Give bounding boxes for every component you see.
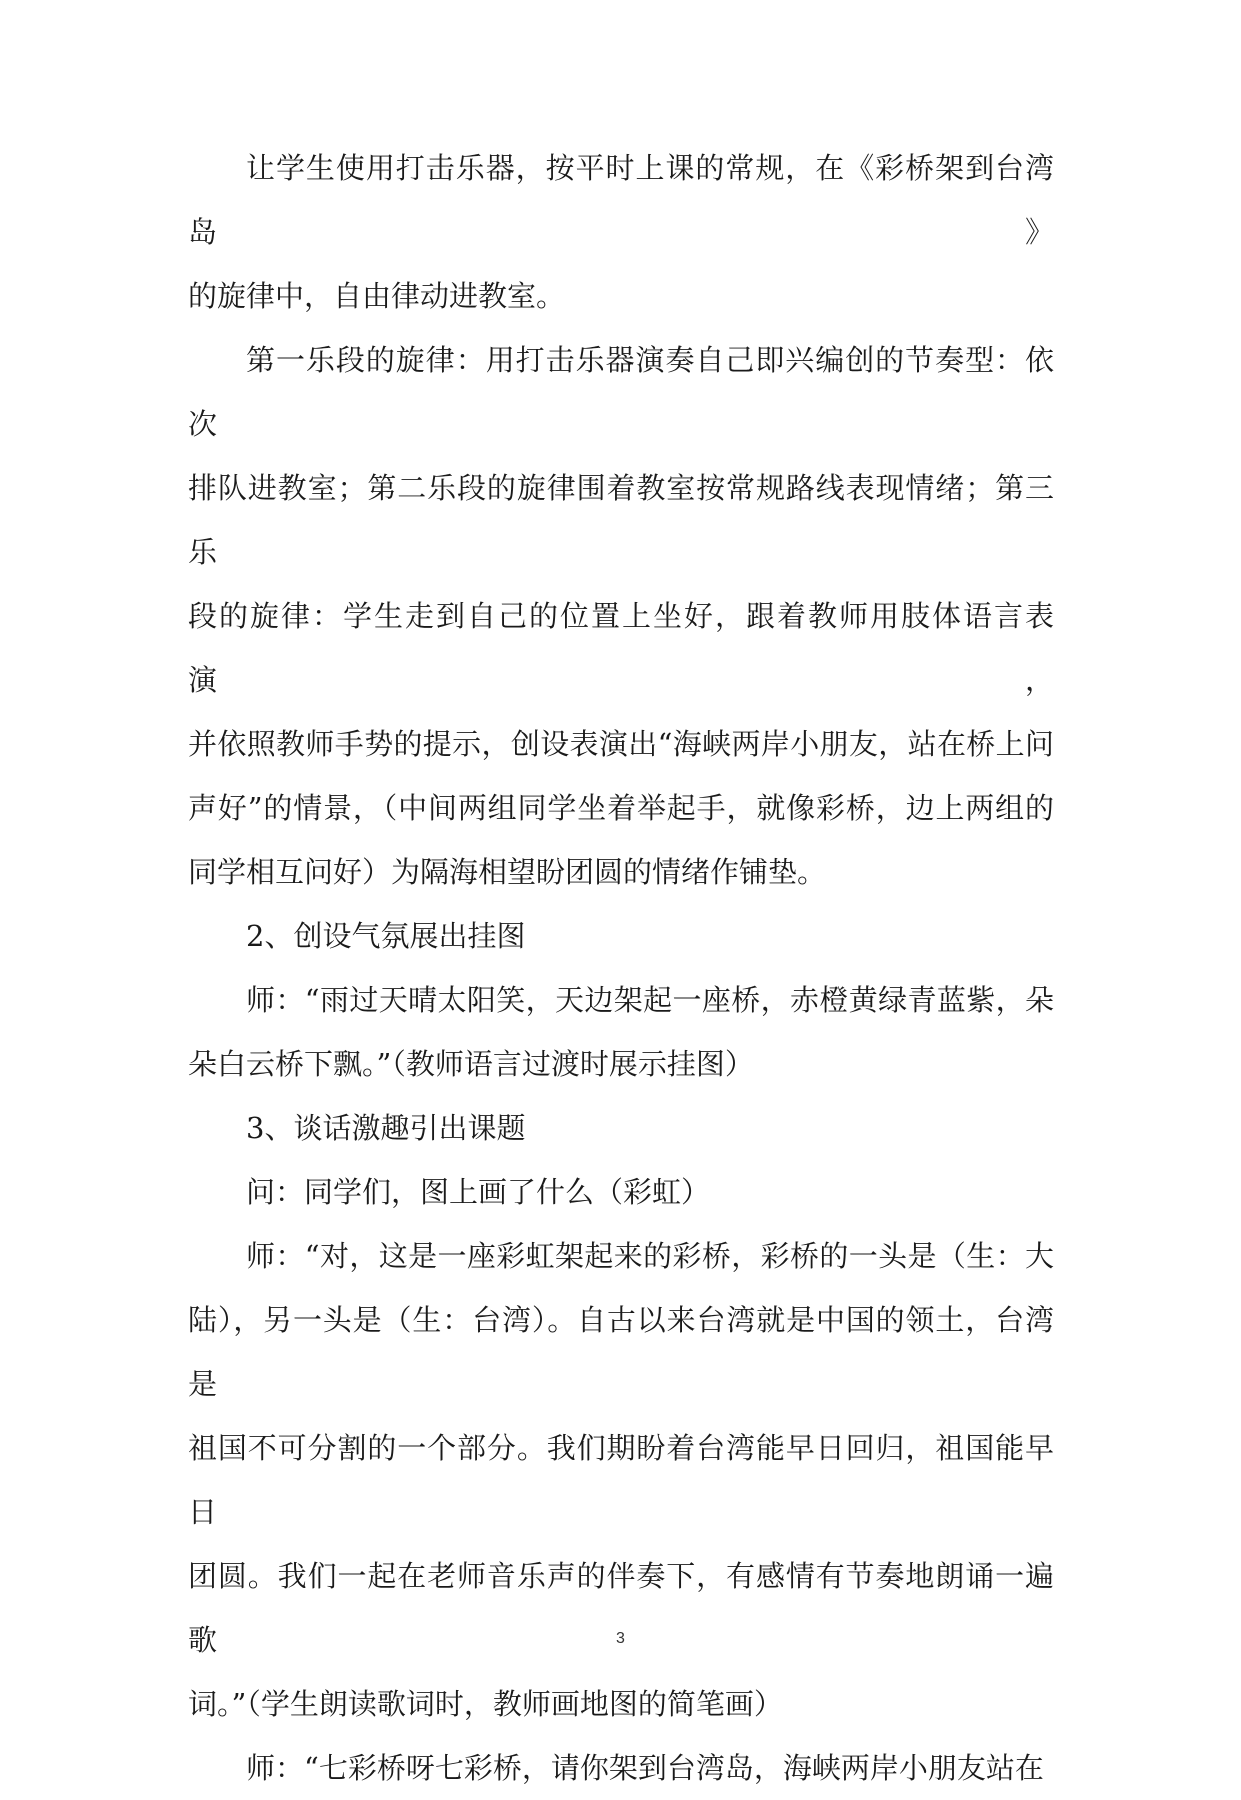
text-line: 排队进教室；第二乐段的旋律围着教室按常规路线表现情绪；第三乐 (188, 471, 1054, 569)
text-line: 第一乐段的旋律：用打击乐器演奏自己即兴编创的节奏型：依次 (188, 343, 1054, 441)
paragraph (188, 968, 1054, 1096)
text-line: 段的旋律：学生走到自己的位置上坐好，跟着教师用肢体语言表演， (188, 599, 1054, 697)
paragraph (188, 1096, 1054, 1160)
page-number: 3 (616, 1630, 625, 1647)
paragraph (188, 904, 1054, 968)
paragraph (188, 136, 1054, 328)
text-line: 祖国不可分割的一个部分。我们期盼着台湾能早日回归，祖国能早日 (188, 1431, 1054, 1529)
paragraph (188, 1224, 1054, 1736)
document-body (188, 136, 1054, 1800)
text-line: 3、谈话激趣引出课题 (246, 1111, 526, 1145)
text-line: 让学生使用打击乐器，按平时上课的常规，在《彩桥架到台湾岛》 (188, 151, 1054, 249)
text-line: 师：“对，这是一座彩虹架起来的彩桥，彩桥的一头是（生：大 (246, 1239, 1054, 1273)
text-line: 朵白云桥下飘。”（教师语言过渡时展示挂图） (188, 1047, 754, 1081)
text-line: 问：同学们，图上画了什么（彩虹） (246, 1175, 711, 1209)
text-line: 师：“雨过天晴太阳笑，天边架起一座桥，赤橙黄绿青蓝紫，朵 (246, 983, 1054, 1017)
paragraph (188, 1160, 1054, 1224)
text-line: 并依照教师手势的提示，创设表演出“海峡两岸小朋友，站在桥上问 (188, 727, 1054, 761)
text-line: 师：“七彩桥呀七彩桥，请你架到台湾岛，海峡两岸小朋友站在 (246, 1751, 1044, 1785)
text-line: 2、创设气氛展出挂图 (246, 919, 526, 953)
text-line: 同学相互问好）为隔海相望盼团圆的情绪作铺垫。 (188, 855, 827, 889)
text-line: 词。”（学生朗读歌词时，教师画地图的简笔画） (188, 1687, 783, 1721)
text-line: 声好”的情景，（中间两组同学坐着举起手，就像彩桥，边上两组的 (188, 791, 1054, 825)
paragraph (188, 328, 1054, 904)
paragraph (188, 1736, 1054, 1800)
text-line: 团圆。我们一起在老师音乐声的伴奏下，有感情有节奏地朗诵一遍歌 (188, 1559, 1054, 1657)
text-line: 的旋律中，自由律动进教室。 (188, 279, 566, 313)
text-line: 陆），另一头是（生：台湾）。自古以来台湾就是中国的领土，台湾是 (188, 1303, 1054, 1401)
